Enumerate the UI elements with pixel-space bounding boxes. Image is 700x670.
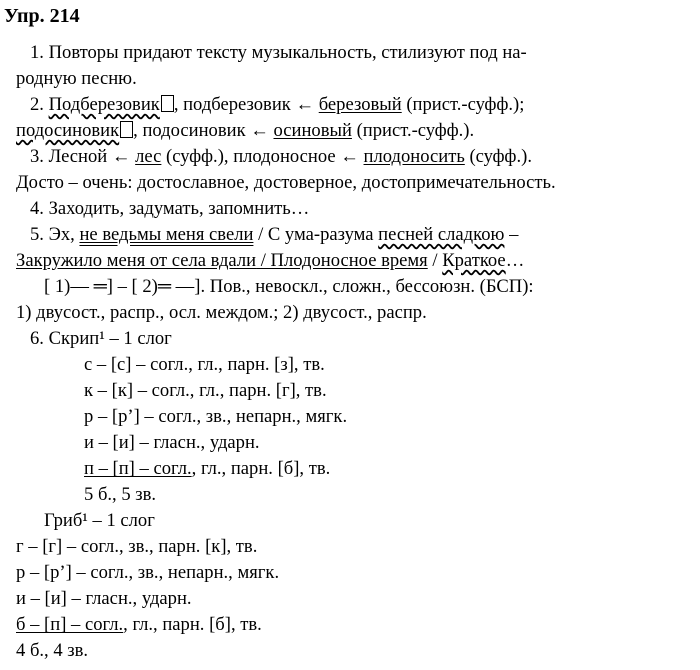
phonetic-row: г – [г] – согл., зв., парн. [к], тв.: [16, 536, 258, 557]
phonetic-row: [84, 456, 330, 482]
derivation-type: (прист.-суфф.).: [351, 120, 475, 141]
sentence-scheme: [ 1)— ═] – [ 2)═ —]. Пов., невоскл., сложн., бессоюзн. (БСП):: [44, 276, 534, 297]
attribute-word: Краткое: [442, 250, 506, 271]
adverbial-phrase: песней сладкою: [378, 224, 505, 245]
line-6: [30, 222, 518, 248]
item-text: 5. Эх,: [30, 224, 80, 245]
word-podosinovik: подосиновик: [16, 120, 120, 141]
phonetic-summary: 4 б., 4 зв.: [16, 640, 89, 661]
ellipsis: …: [505, 250, 525, 271]
phonetic-tail: , гл., парн. [б], тв.: [191, 458, 331, 479]
phonetic-summary: 5 б., 5 зв.: [84, 484, 157, 505]
base-word-osinovy: осиновый: [273, 120, 352, 141]
subject-phrase: / Плодоносное время: [256, 250, 428, 271]
base-word-plodonosit: плодоносить: [363, 146, 465, 167]
phonetic-row: с – [с] – согл., гл., парн. [з], тв.: [84, 354, 325, 375]
base-word-berezovy: березовый: [318, 94, 402, 115]
phonetic-row: к – [к] – согл., гл., парн. [г], тв.: [84, 380, 327, 401]
phonetic-row: и – [и] – гласн., ударн.: [84, 432, 260, 453]
derivation-type: (прист.-суфф.);: [401, 94, 525, 115]
phonetic-word-1: 6. Скрип¹ – 1 слог: [30, 328, 172, 349]
underlined-segment: б – [п] – согл.: [16, 614, 124, 635]
base-word-les: лес: [135, 146, 162, 167]
zero-ending-box: [120, 121, 133, 138]
item-text: 3. Лесной ←: [30, 146, 136, 167]
underlined-phrase: Закружило меня от села вдали: [16, 250, 257, 271]
phonetic-row: р – [р’] – согл., зв., непарн., мягк.: [16, 562, 280, 583]
line-1a: 1. Повторы придают тексту музыкальность, стилизуют под на-: [30, 42, 527, 63]
underlined-segment: п – [п] – согл.: [84, 458, 192, 479]
item-text: (суфф.), плодоносное ←: [161, 146, 364, 167]
phonetic-row: [16, 612, 262, 638]
exercise-title: Упр. 214: [4, 5, 80, 27]
derivation-arrow-text: , подосиновик ←: [133, 120, 274, 141]
item-text: / С ума-разума: [253, 224, 379, 245]
phonetic-row: р – [р’] – согл., зв., непарн., мягк.: [84, 406, 348, 427]
zero-ending-box: [161, 95, 174, 112]
line-3: [30, 144, 532, 170]
derivation-type: (суфф.).: [464, 146, 532, 167]
separator: /: [427, 250, 443, 271]
line-2b: [16, 118, 474, 144]
derivation-arrow-text: , подберезовик ←: [173, 94, 319, 115]
line-1b: родную песню.: [16, 68, 137, 89]
line-5: 4. Заходить, задумать, запомнить…: [30, 198, 310, 219]
line-4: Досто – очень: достославное, достоверное, достопримечательность.: [16, 172, 556, 193]
item-text: –: [504, 224, 519, 245]
phonetic-word-2: Гриб¹ – 1 слог: [44, 510, 155, 531]
sentence-parts: 1) двусост., распр., осл. междом.; 2) двусост., распр.: [16, 302, 427, 323]
line-2a: [30, 92, 524, 118]
line-7: [16, 248, 524, 274]
phonetic-row: и – [и] – гласн., ударн.: [16, 588, 192, 609]
item-number: 2.: [30, 94, 44, 115]
phonetic-tail: , гл., парн. [б], тв.: [123, 614, 262, 635]
predicate-phrase: не ведьмы меня свели: [79, 224, 254, 245]
word-podberezovik: Подберезовик: [48, 94, 160, 115]
